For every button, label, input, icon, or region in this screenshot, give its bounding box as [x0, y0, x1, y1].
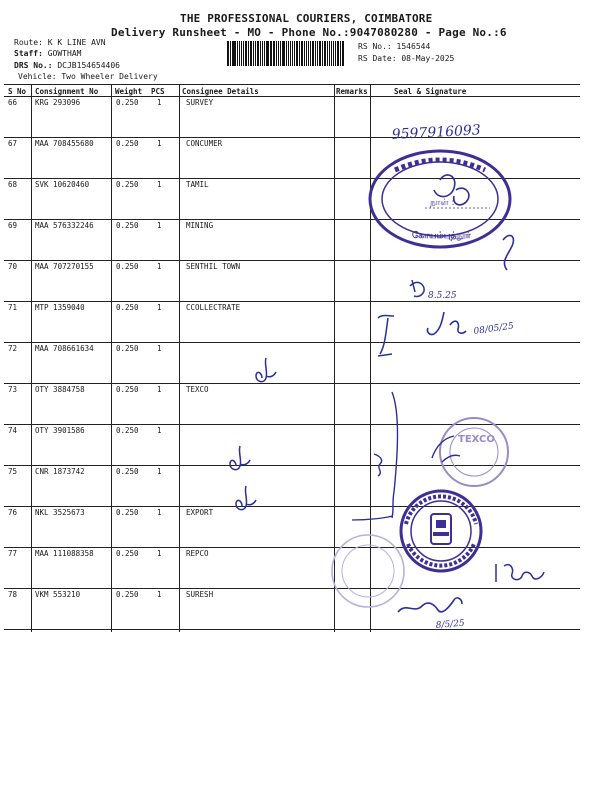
cell-consignment: NKL 3525673 [35, 508, 85, 517]
cell-weight: 0.250 [116, 180, 139, 189]
route-label: Route: [14, 38, 43, 47]
rs-date-value: 08-May-2025 [401, 54, 455, 63]
route-line [14, 38, 106, 47]
cell-weight: 0.250 [116, 139, 139, 148]
handwritten-date-row70: 8.5.25 [428, 291, 457, 301]
cell-pcs: 1 [157, 98, 162, 107]
cell-consignment: KRG 293096 [35, 98, 81, 107]
cell-consignment: MAA 708455680 [35, 139, 94, 148]
col-divider-seal [370, 84, 371, 632]
col-divider-consignment [111, 84, 112, 632]
cell-consignee: CCOLLECTRATE [186, 303, 241, 312]
row-divider [4, 342, 580, 343]
cell-weight: 0.250 [116, 344, 139, 353]
cell-consignee: MINING [186, 221, 214, 230]
cell-sno: 78 [8, 590, 18, 599]
rs-date-label: RS Date: [358, 54, 397, 63]
cell-consignment: OTY 3901586 [35, 426, 85, 435]
cell-pcs: 1 [157, 590, 162, 599]
header-sno: S No [8, 87, 27, 96]
cell-consignment: MAA 707270155 [35, 262, 94, 271]
cell-pcs: 1 [157, 467, 162, 476]
cell-sno: 73 [8, 385, 18, 394]
cell-pcs: 1 [157, 426, 162, 435]
government-emblem-seal [401, 491, 481, 571]
cell-weight: 0.250 [116, 262, 139, 271]
staff-value: GOWTHAM [47, 49, 82, 58]
cell-weight: 0.250 [116, 221, 139, 230]
vehicle-value: Two Wheeler Delivery [61, 72, 158, 81]
header-consignment: Consignment No [35, 87, 99, 96]
cell-sno: 67 [8, 139, 18, 148]
cell-consignment: MAA 111088358 [35, 549, 94, 558]
cell-pcs: 1 [157, 221, 162, 230]
staff-line [14, 49, 81, 58]
cell-sno: 77 [8, 549, 18, 558]
company-title: THE PROFESSIONAL COURIERS, COIMBATORE [180, 12, 433, 25]
cell-pcs: 1 [157, 303, 162, 312]
route-value: K K LINE AVN [47, 38, 106, 47]
cell-pcs: 1 [157, 508, 162, 517]
handwritten-date-row71: 08/05/25 [473, 321, 515, 337]
drs-value: DCJB154654406 [57, 61, 120, 70]
cell-consignee: TAMIL [186, 180, 209, 189]
cell-weight: 0.250 [116, 98, 139, 107]
cell-sno: 71 [8, 303, 18, 312]
row-divider [4, 383, 580, 384]
row-divider [4, 137, 580, 138]
cell-sno: 68 [8, 180, 18, 189]
rs-no-label: RS No.: [358, 42, 392, 51]
header-weight: Weight [115, 87, 143, 96]
runsheet-title: Delivery Runsheet - MO - Phone No.:9047080280 - Page No.:6 [111, 26, 507, 39]
col-divider-sno [31, 84, 32, 632]
handwritten-phone: 9597916093 [391, 122, 482, 143]
stamp-city: கோயம்புத்தூர் [412, 231, 471, 241]
table-header-border [4, 96, 580, 97]
vehicle-label: Vehicle: [18, 72, 57, 81]
cell-consignment: MTP 1359040 [35, 303, 85, 312]
cell-consignment: CNR 1873742 [35, 467, 85, 476]
cell-consignment: VKM 553210 [35, 590, 81, 599]
cell-consignment: MAA 576332246 [35, 221, 94, 230]
col-divider-remarks [334, 84, 335, 632]
cell-sno: 69 [8, 221, 18, 230]
cell-weight: 0.250 [116, 385, 139, 394]
row-divider [4, 424, 580, 425]
cell-pcs: 1 [157, 385, 162, 394]
cell-weight: 0.250 [116, 508, 139, 517]
row-divider [4, 178, 580, 179]
texco-stamp-text: TEXCO [458, 434, 495, 445]
cell-sno: 74 [8, 426, 18, 435]
row-divider [4, 301, 580, 302]
header-pcs: PCS [151, 87, 165, 96]
table-top-border [4, 84, 580, 85]
cell-pcs: 1 [157, 180, 162, 189]
cell-weight: 0.250 [116, 426, 139, 435]
rs-no-value: 1546544 [396, 42, 431, 51]
cell-consignee: SURESH [186, 590, 214, 599]
cell-consignee: REPCO [186, 549, 209, 558]
cell-sno: 75 [8, 467, 18, 476]
row-divider [4, 465, 580, 466]
cell-weight: 0.250 [116, 303, 139, 312]
cell-consignee: SENTHIL TOWN [186, 262, 241, 271]
drs-line [14, 61, 120, 70]
header-remarks: Remarks [336, 87, 368, 96]
cell-pcs: 1 [157, 139, 162, 148]
cell-consignee: SURVEY [186, 98, 214, 107]
cell-consignment: MAA 708661634 [35, 344, 94, 353]
rs-no-line [358, 42, 430, 51]
cell-weight: 0.250 [116, 467, 139, 476]
cell-consignee: TEXCO [186, 385, 209, 394]
stamp-date-label: நாள் : [430, 198, 455, 208]
row-divider [4, 629, 580, 630]
cell-consignment: OTY 3884758 [35, 385, 85, 394]
cell-pcs: 1 [157, 344, 162, 353]
row-divider [4, 506, 580, 507]
cell-sno: 70 [8, 262, 18, 271]
rs-date-line [358, 54, 454, 63]
cell-pcs: 1 [157, 262, 162, 271]
row-divider [4, 219, 580, 220]
row-divider [4, 588, 580, 589]
cell-sno: 66 [8, 98, 18, 107]
header-seal: Seal & Signature [394, 87, 467, 96]
runsheet-barcode [227, 41, 345, 66]
cell-pcs: 1 [157, 549, 162, 558]
tamil-office-seal [370, 151, 513, 270]
cell-weight: 0.250 [116, 590, 139, 599]
row-divider [4, 547, 580, 548]
handwritten-date-row78: 8/5/25 [435, 618, 466, 631]
header-consignee: Consignee Details [182, 87, 259, 96]
cell-consignment: SVK 10620460 [35, 180, 90, 189]
staff-label: Staff: [14, 49, 43, 58]
cell-consignee: EXPORT [186, 508, 214, 517]
texco-stamp [432, 418, 508, 486]
cell-sno: 72 [8, 344, 18, 353]
cell-weight: 0.250 [116, 549, 139, 558]
col-divider-details [179, 84, 180, 632]
cell-sno: 76 [8, 508, 18, 517]
cell-consignee: CONCUMER [186, 139, 223, 148]
vehicle-line [18, 72, 158, 81]
row-divider [4, 260, 580, 261]
drs-label: DRS No.: [14, 61, 53, 70]
